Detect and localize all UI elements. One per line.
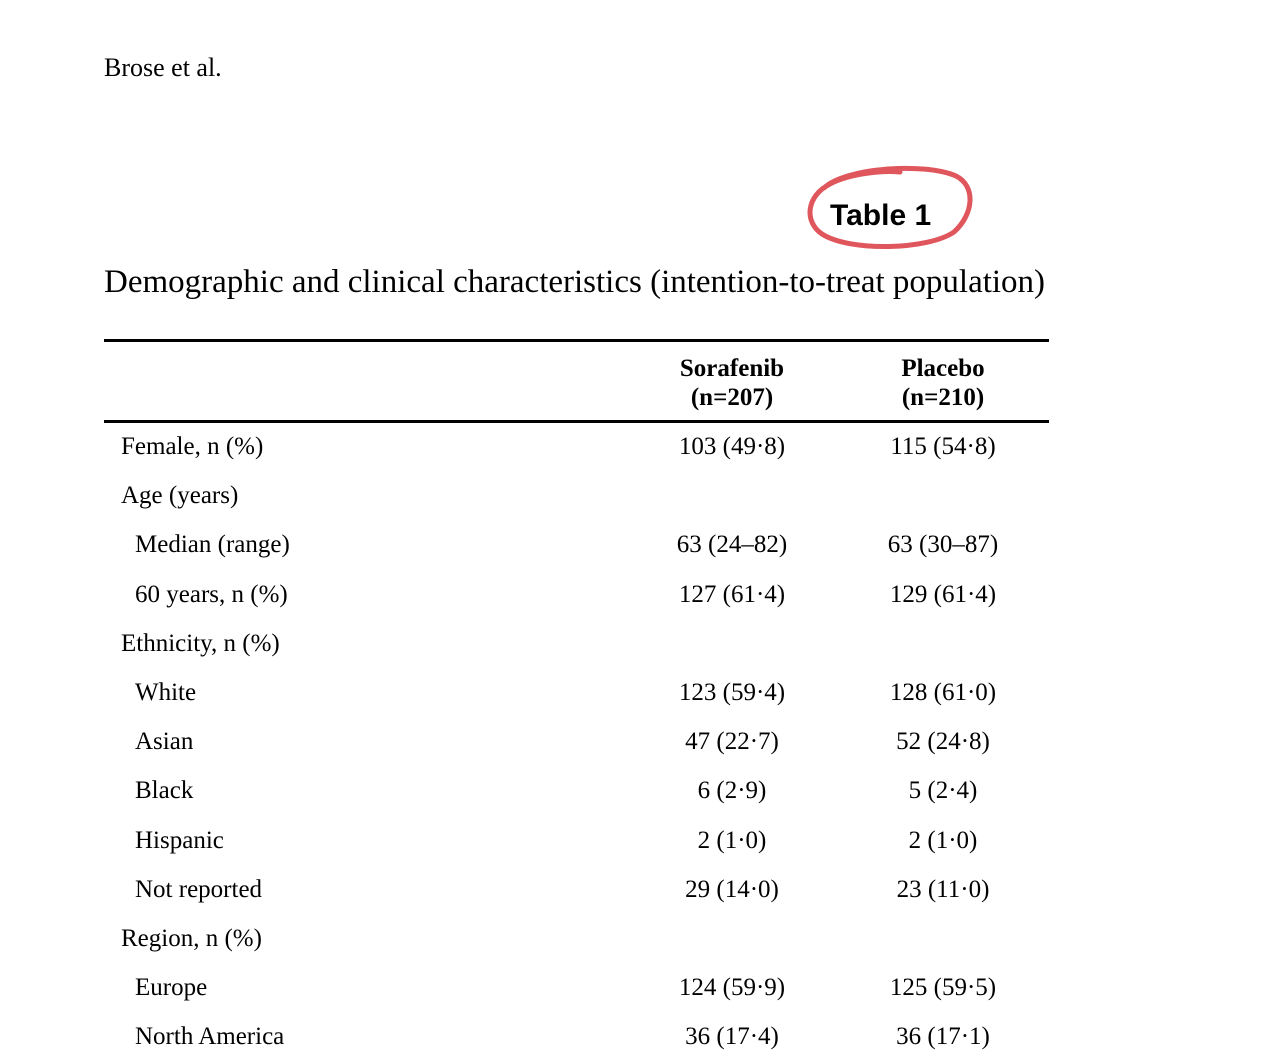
- cell-placebo: 115 (54·8): [890, 433, 996, 460]
- row-label: Not reported: [135, 875, 263, 903]
- column-header-sorafenib: [632, 354, 832, 412]
- cell-sorafenib: 6 (2·9): [697, 777, 767, 805]
- row-label: Age (years): [121, 482, 239, 510]
- cell-placebo: 52 (24·8): [896, 728, 990, 756]
- column-header-n: (n=207): [690, 384, 774, 411]
- table-row: [104, 622, 1049, 671]
- table-body: [104, 425, 1049, 1064]
- row-label: Europe: [135, 974, 208, 1002]
- row-label: Ethnicity, n (%): [121, 629, 280, 657]
- cell-placebo: 2 (1·0): [908, 826, 978, 854]
- table-label: Table 1: [830, 199, 932, 232]
- table-row: [104, 523, 1049, 572]
- cell-placebo: 129 (61·4): [889, 580, 997, 608]
- table-caption: Demographic and clinical characteristics (intention-to-treat population): [104, 264, 1046, 300]
- cell-sorafenib: 127 (61·4): [678, 580, 786, 608]
- row-label: Female, n (%): [121, 433, 264, 460]
- row-label: White: [135, 678, 197, 706]
- row-label: Black: [135, 777, 194, 805]
- cell-sorafenib: 103 (49·8): [678, 433, 786, 460]
- column-header-n: (n=210): [901, 384, 985, 411]
- table-row: [104, 769, 1049, 818]
- table-row: [104, 966, 1049, 1015]
- table-row: [104, 425, 1049, 474]
- cell-sorafenib: 2 (1·0): [697, 826, 767, 854]
- cell-sorafenib: 29 (14·0): [685, 875, 779, 903]
- cell-placebo: 36 (17·1): [896, 1023, 990, 1051]
- cell-placebo: 128 (61·0): [889, 678, 997, 706]
- cell-sorafenib: 63 (24–82): [676, 531, 788, 559]
- table-top-rule: [104, 339, 1049, 342]
- table-row: [104, 1015, 1049, 1064]
- column-header-name: Placebo: [901, 355, 985, 382]
- cell-sorafenib: 124 (59·9): [678, 974, 786, 1002]
- cell-placebo: 63 (30–87): [887, 531, 999, 559]
- cell-placebo: 125 (59·5): [889, 974, 997, 1002]
- table-row: [104, 720, 1049, 769]
- table-header-rule: [104, 420, 1049, 423]
- cell-sorafenib: 36 (17·4): [685, 1023, 779, 1051]
- row-label: Hispanic: [135, 826, 224, 854]
- row-label: Region, n (%): [121, 924, 262, 952]
- column-header-placebo: [843, 354, 1043, 412]
- cell-sorafenib: 123 (59·4): [678, 678, 786, 706]
- cell-placebo: 23 (11·0): [896, 875, 990, 903]
- row-label: 60 years, n (%): [135, 580, 288, 608]
- table-row: [104, 573, 1049, 622]
- table-row: [104, 819, 1049, 868]
- running-head: Brose et al.: [104, 53, 222, 82]
- cell-placebo: 5 (2·4): [908, 777, 978, 805]
- table-row: [104, 917, 1049, 966]
- row-label: Median (range): [135, 531, 290, 559]
- table-label-annotation: [804, 162, 976, 254]
- table-row: [104, 671, 1049, 720]
- table-row: [104, 474, 1049, 523]
- cell-sorafenib: 47 (22·7): [685, 728, 779, 756]
- column-header-name: Sorafenib: [679, 355, 785, 382]
- row-label: North America: [135, 1023, 285, 1051]
- row-label: Asian: [135, 728, 194, 756]
- table-row: [104, 868, 1049, 917]
